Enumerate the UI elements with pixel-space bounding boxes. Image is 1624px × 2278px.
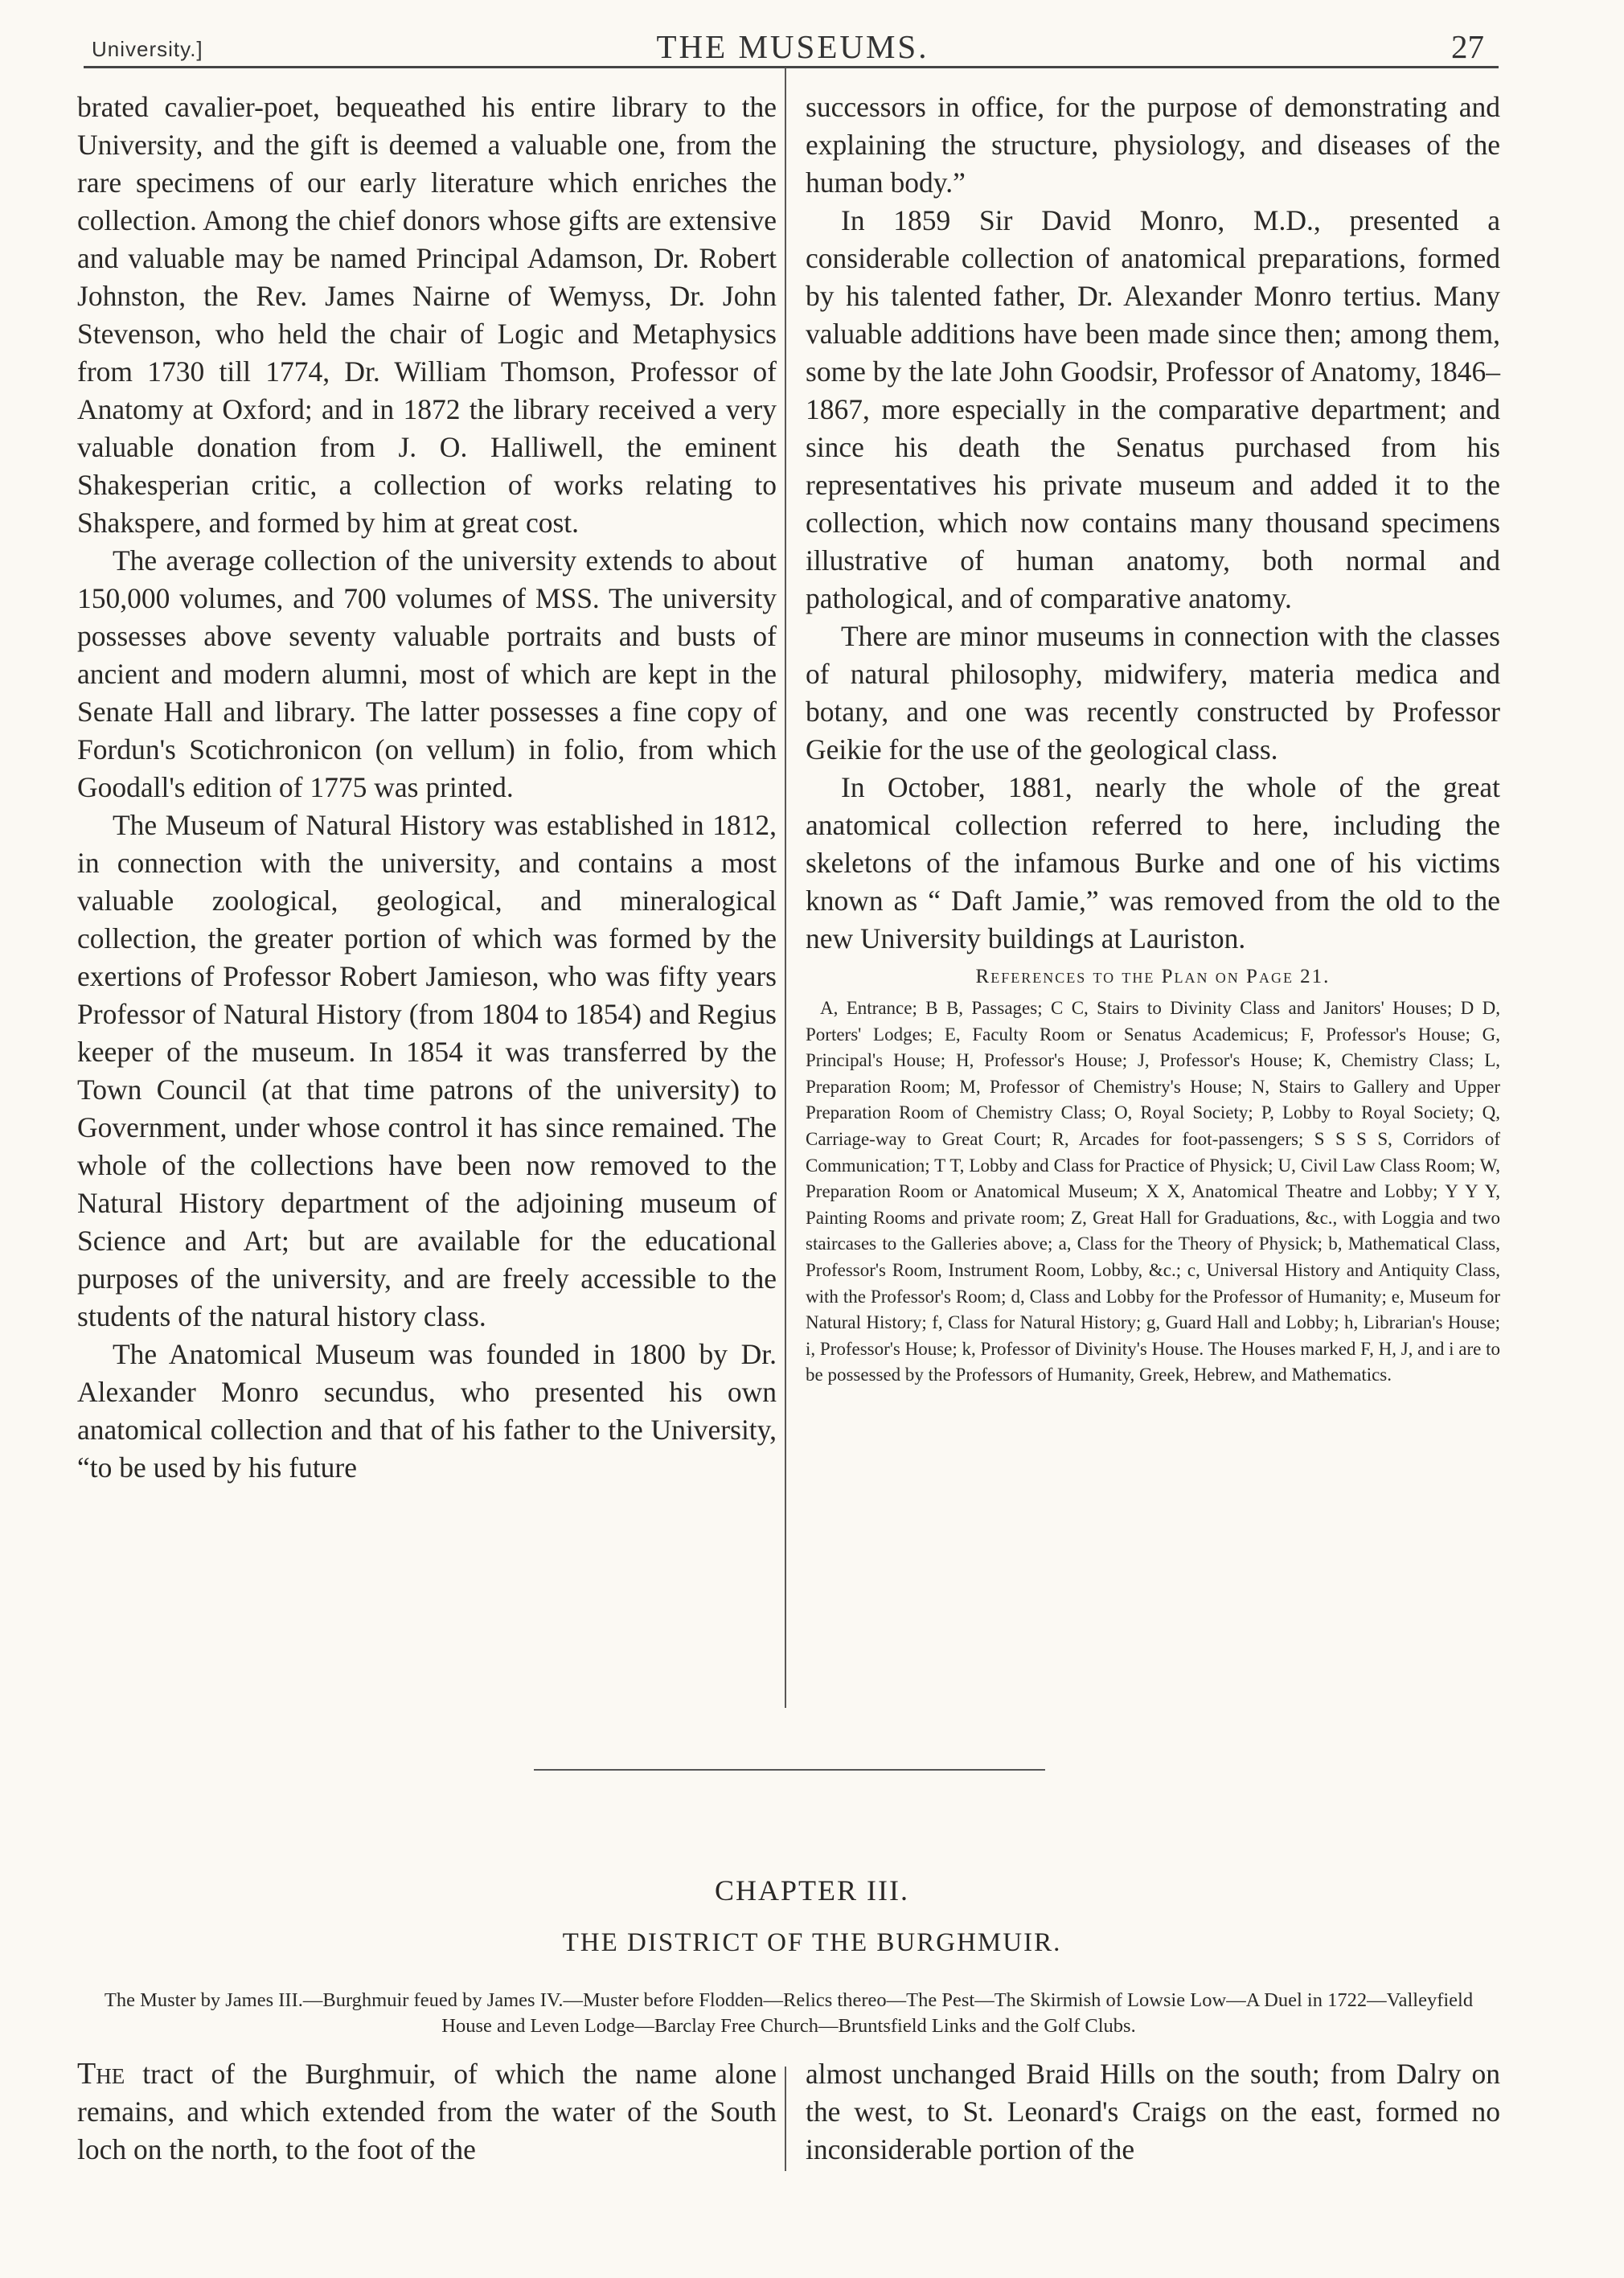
header-section-label: University.]: [92, 37, 203, 61]
header-rule: [84, 66, 1499, 68]
section-separator: [534, 1769, 1045, 1771]
column-divider: [785, 2067, 786, 2171]
references-text: A, Entrance; B B, Passages; C C, Stairs to Divinity Class and Janitors' Houses; D D, Porters' Lodges; E, Faculty Room or Senatus Academicus; F, Professor's House; G, Principal's House; H, Professor's House; J, Professor's House; K, Chemistry Class; L, Preparation Room; M, Professor of Chemistry's House; N, Stairs to Gallery and Upper Preparation Room of Chemistry Class; O, Royal Society; P, Lobby to Royal Society; Q, Carriage-way to Great Court; R, Arcades for foot-passengers; S S S S, Corridors of Communication; T T, Lobby and Class for Practice of Physick; U, Civil Law Class Room; W, Preparation Room or Anatomical Museum; X X, Anatomical Theatre and Lobby; Y Y Y, Painting Rooms and private room; Z, Great Hall for Graduations, &c., with Loggia and two staircases to the Galleries above; a, Class for the Theory of Physick; b, Mathematical Class, Professor's Room, Instrument Room, Lobby, &c.; c, Universal History and Antiquity Class, with the Professor's Room; d, Class and Lobby for the Professor of Humanity; e, Museum for Natural History; f, Class for Natural History; g, Guard Hall and Lobby; h, Librarian's House; i, Professor's House; k, Professor of Divinity's House. The Houses marked F, H, J, and i are to be possessed by the Professors of Humanity, Greek, Hebrew, and Mathematics.: [806, 998, 1500, 1385]
page-number: 27: [1451, 28, 1484, 65]
paragraph: In October, 1881, nearly the whole of the great anatomical collection referred to here, including the skeletons of the infamous Burke and one of his victims known as “ Daft Jamie,” was removed from the old to the new University buildings at Lauriston.: [806, 771, 1500, 954]
chapter-synopsis: The Muster by James III.—Burghmuir feued by James IV.—Muster before Flodden—Relics thereo—The Pest—The Skirmish of Lowsie Low—A Duel in 1722—Valleyfield House and Leven Lodge—Barclay Free Church—Bruntsfield Links and the Golf Clubs.: [104, 1989, 1474, 2037]
opening-word: The: [77, 2057, 125, 2091]
paragraph: brated cavalier-poet, bequeathed his entire library to the University, and the gift is deemed a valuable one, from the rare specimens of our early literature which enriches the collection. Among the chief donors whose gifts are extensive and valuable may be named Principal Adamson, Dr. Robert Johnston, the Rev. James Nairne of Wemyss, Dr. John Stevenson, who held the chair of Logic and Metaphysics from 1730 till 1774, Dr. William Thomson, Professor of Anatomy at Oxford; and in 1872 the library received a very valuable donation from J. O. Halliwell, the eminent Shakesperian critic, a collection of works relating to Shakspere, and formed by him at great cost.: [77, 91, 777, 539]
paragraph: The Museum of Natural History was established in 1812, in connection with the university, and contains a most valuable zoological, geological, and mineralogical collection, the greater portion of which was formed by the exertions of Professor Robert Jamieson, who was fifty years Professor of Natural History (from 1804 to 1854) and Regius keeper of the museum. In 1854 it was transferred by the Town Council (at that time patrons of the university) to Government, under whose control it has since remained. The whole of the collections have been now removed to the Natural History department of the adjoining museum of Science and Art; but are available for the educational purposes of the university, and are freely accessible to the students of the natural history class.: [77, 809, 777, 1332]
paragraph: [77, 2055, 777, 2169]
right-column: [806, 88, 1500, 1389]
paragraph: The average collection of the university extends to about 150,000 volumes, and 700 volumes of MSS. The university possesses above seventy valuable portraits and busts of ancient and modern alumni, most of which are kept in the Senate Hall and library. The latter possesses a fine copy of Fordun's Scotichronicon (on vellum) in folio, from which Goodall's edition of 1775 was printed.: [77, 544, 777, 803]
chapter-left-column: [77, 2055, 777, 2169]
left-column: [77, 88, 777, 1487]
chapter-right-column: [806, 2055, 1500, 2169]
paragraph: In 1859 Sir David Monro, M.D., presented a considerable collection of anatomical preparations, formed by his talented father, Dr. Alexander Monro tertius. Many valuable additions have been made since then; among them, some by the late John Goodsir, Professor of Anatomy, 1846–1867, more especially in the comparative department; and since his death the Senatus purchased from his representatives his private museum and added it to the collection, which now contains many thousand specimens illustrative of human anatomy, both normal and pathological, and of comparative anatomy.: [806, 204, 1500, 614]
chapter-number: CHAPTER III.: [715, 1874, 909, 1907]
paragraph: The Anatomical Museum was founded in 1800 by Dr. Alexander Monro secundus, who presented his own anatomical collection and that of his father to the University, “to be used by his future: [77, 1338, 777, 1484]
references-heading: References to the Plan on Page 21.: [975, 966, 1331, 987]
chapter-title: THE DISTRICT OF THE BURGHMUIR.: [562, 1928, 1062, 1957]
paragraph: There are minor museums in connection with the classes of natural philosophy, midwifery, materia medica and botany, and one was recently constructed by Professor Geikie for the use of the geological class.: [806, 620, 1500, 765]
running-header: [77, 27, 1508, 68]
header-title: THE MUSEUMS.: [656, 28, 929, 65]
column-divider: [785, 68, 786, 1708]
paragraph-text: tract of the Burghmuir, of which the name alone remains, and which extended from the water of the South loch on the north, to the foot of the: [77, 2058, 777, 2165]
paragraph: almost unchanged Braid Hills on the south; from Dalry on the west, to St. Leonard's Craigs on the east, formed no inconsiderable portion of the: [806, 2058, 1500, 2165]
paragraph: successors in office, for the purpose of demonstrating and explaining the structure, physiology, and diseases of the human body.”: [806, 91, 1500, 199]
